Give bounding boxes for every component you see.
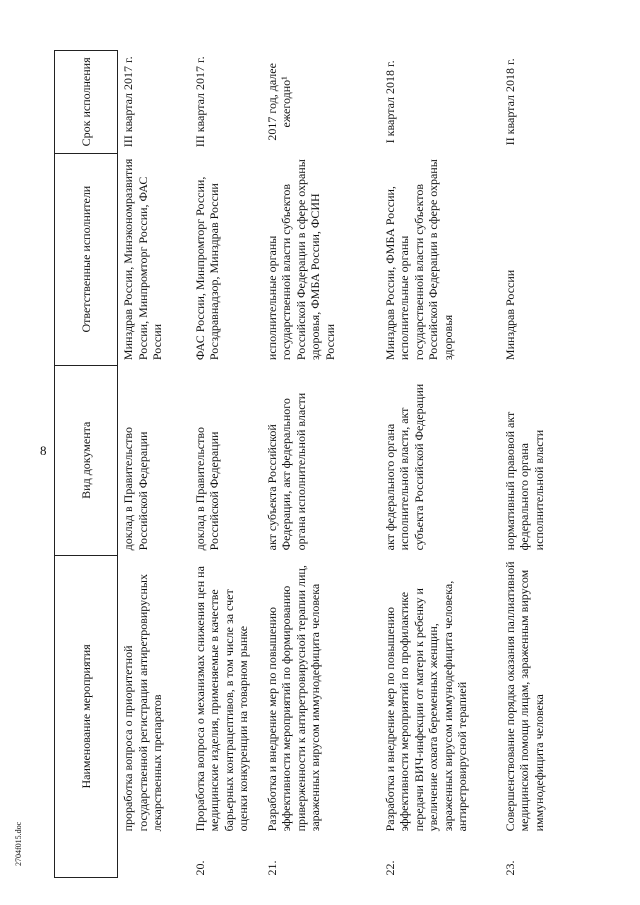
row-name: Разработка и внедрение мер по повышению эффективности мероприятий по формированию приверженности к антиретровирусной терапии лиц, зараженных вирусом иммунодефицита человека (264, 565, 322, 832)
page-number: 8 (40, 443, 47, 458)
row-number: 21. (264, 860, 279, 876)
row-number: 23. (502, 860, 517, 876)
header-doc-type: Вид документа (55, 365, 118, 555)
row-doc-type: акт субъекта Российской Федерации, акт федерального органа исполнительной власти (264, 392, 308, 551)
row-deadline: III квартал 2017 г. (121, 56, 135, 148)
table-row (118, 51, 190, 878)
row-executors: Минздрав России (502, 269, 517, 361)
table-row (500, 51, 580, 878)
row-doc-type: нормативный правовой акт федерального органа исполнительной власти (502, 411, 546, 551)
table-row (380, 51, 500, 878)
row-doc-type: доклад в Правительство Российской Федерации (192, 427, 221, 551)
row-name: Совершенствование порядка оказания паллиативной медицинской помощи лицам, зараженным вирусом иммунодефицита человека (502, 561, 546, 832)
row-executors: Минздрав России, Минэкономразвития России, Минпромторг России, ФАС России (121, 158, 164, 361)
row-doc-type: доклад в Правительство Российской Федерации (121, 427, 150, 551)
row-name: Разработка и внедрение мер по повышению эффективности мероприятий по профилактике передачи ВИЧ-инфекции от матери к ребенку и увеличение охвата беременных женщин, зараженных вирусом иммунодефицита человека, антиретровирусной терапией (382, 580, 469, 832)
row-name: проработка вопроса о приоритетной государственной регистрации антиретровирусных лекарственных препаратов (121, 574, 164, 832)
table-header-row (55, 51, 118, 878)
row-doc-type: акт федерального органа исполнительной власти, акт субъекта Российской Федерации (382, 383, 426, 551)
row-number: 22. (382, 860, 397, 876)
row-executors: ФАС России, Минпромторг России, Росздравнадзор, Минздрав России (192, 176, 221, 361)
row-deadline: 2017 год, далее ежегодно¹ (264, 63, 293, 141)
measures-table (54, 50, 580, 878)
row-number (118, 836, 190, 877)
header-deadline: Срок исполнения (55, 51, 118, 154)
footer-filename: 2704f015.doc (14, 821, 23, 866)
row-name: Проработка вопроса о механизмах снижения цен на медицинские изделия, применяемые в качестве барьерных контрацептивов, в том числе за счет оценки конкуренции на товарном рынке (192, 566, 250, 832)
rotated-table-container (54, 50, 620, 878)
header-name: Наименование мероприятия (55, 555, 118, 877)
table-row (190, 51, 262, 878)
row-number: 20. (192, 860, 207, 876)
row-executors: Минздрав России, ФМБА России, исполнительные органы государственной власти субъектов Российской Федерации в сфере охраны здоровья (382, 159, 455, 361)
row-deadline: I квартал 2018 г. (382, 60, 397, 144)
row-deadline: III квартал 2017 г. (192, 56, 207, 148)
table-row (262, 51, 380, 878)
header-executors: Ответственные исполнители (55, 153, 118, 365)
row-deadline: II квартал 2018 г. (502, 58, 517, 146)
row-executors: исполнительные органы государственной власти субъектов Российской Федерации в сфере охраны здоровья, ФМБА России, ФСИН России (264, 159, 337, 361)
